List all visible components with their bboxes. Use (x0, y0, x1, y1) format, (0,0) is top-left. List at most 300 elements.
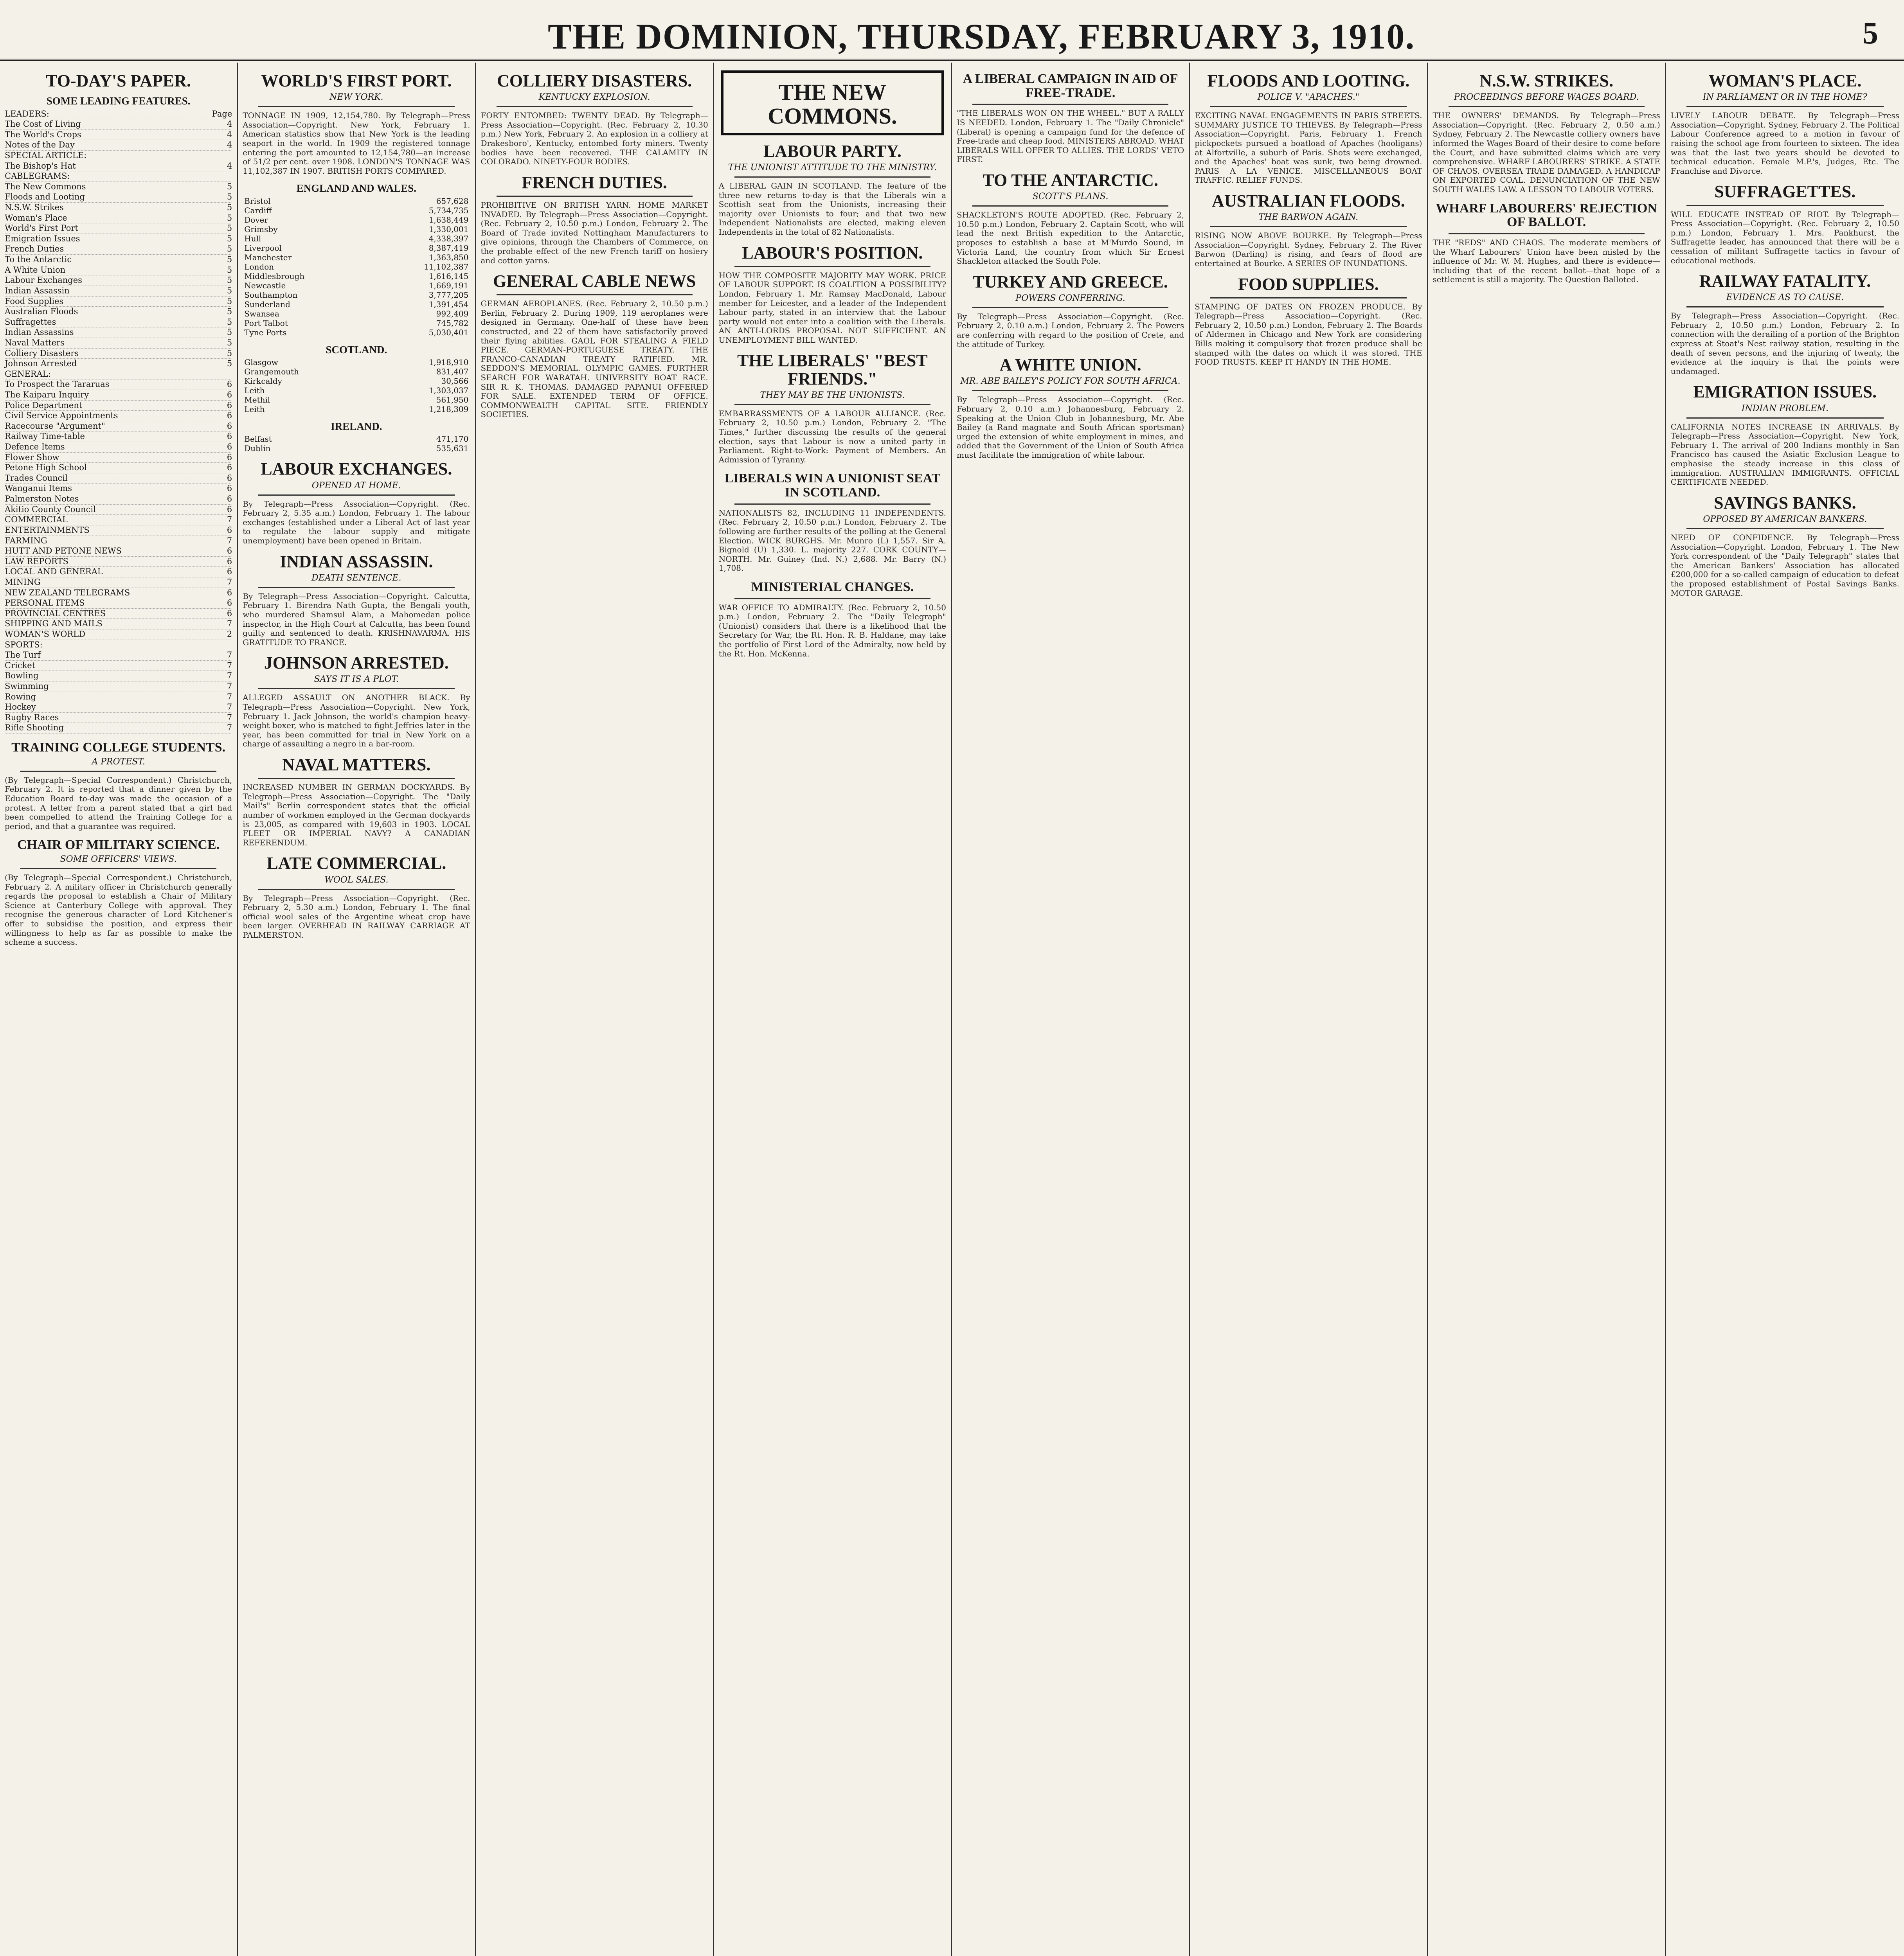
table-row (243, 262, 470, 271)
toc-label: COMMERCIAL (5, 515, 68, 525)
article-headline: LABOUR EXCHANGES. (261, 459, 452, 479)
article-body: FORTY ENTOMBED: TWENTY DEAD. By Telegraph—Press Association—Copyright. (Rec. February 2, 10.30 p.m.) New York, February 2. An explosion in a colliery at Drakesboro', Kentucky, entombed forty miners. Twenty bodies have been recovered. THE CALAMITY IN COLORADO. NINETY-FOUR BODIES. (480, 111, 708, 167)
toc-page: 7 (227, 577, 232, 587)
toc-label: HUTT AND PETONE NEWS (5, 546, 122, 556)
article-subhead: SCOTT'S PLANS. (1032, 192, 1109, 202)
toc-row (5, 182, 232, 192)
port-tons: 8,387,419 (428, 243, 469, 253)
article-body: EXCITING NAVAL ENGAGEMENTS IN PARIS STREETS. SUMMARY JUSTICE TO THIEVES. By Telegraph—Press Association—Copyright. Paris, February 1. French pickpockets pursued a boatload of Apaches (hooligans) at Alfortville, a suburb of Paris. Shots were exchanged, and the Apaches' boat was sunk, two being drowned. PARIS A LA VENICE. MISCELLANEOUS BOAT TRAFFIC. RELIEF FUNDS. (1195, 111, 1422, 185)
article (243, 460, 470, 545)
toc-row (5, 525, 232, 536)
toc-page: 6 (227, 484, 232, 493)
toc-page: 7 (227, 702, 232, 712)
toc-page: 7 (227, 671, 232, 681)
tonnage-table (243, 434, 470, 453)
toc-page: 6 (227, 411, 232, 421)
toc-page: 7 (227, 515, 232, 525)
toc-page: 5 (227, 244, 232, 254)
toc-row (5, 130, 232, 140)
table-row (243, 309, 470, 318)
article-body: PROHIBITIVE ON BRITISH YARN. HOME MARKET INVADED. By Telegraph—Press Association—Copyright. (Rec. February 2, 10.50 p.m.) London, February 2. The Board of Trade invited Nottingham Manufacturers to give opinions, through the Chambers of Commerce, on the probable effect of the new French tariff on hosiery and cotton yarns. (480, 200, 708, 265)
article (1195, 275, 1422, 367)
toc-page: 7 (227, 660, 232, 670)
port-name: Tyne Ports (244, 327, 287, 337)
article-subhead: MR. ABE BAILEY'S POLICY FOR SOUTH AFRICA. (960, 376, 1181, 387)
toc-row (5, 265, 232, 276)
toc-label: Colliery Disasters (5, 348, 79, 358)
article-body: NATIONALISTS 82, INCLUDING 11 INDEPENDENTS. (Rec. February 2, 10.50 p.m.) London, February 2. The following are further results of the polling at the General Election. WICK BURGHS. Mr. Munro (L) 1,557. Sir A. Bignold (U) 1,330. L. majority 227. CORK COUNTY—NORTH. Mr. Guiney (Ind. N.) 2,688. Mr. Barry (N.) 1,708. (718, 508, 946, 573)
toc-page: 5 (227, 213, 232, 223)
toc-row (5, 536, 232, 547)
toc-label: ENTERTAINMENTS (5, 525, 90, 535)
article-subhead: PROCEEDINGS BEFORE WAGES BOARD. (1454, 92, 1639, 102)
toc-row (5, 244, 232, 255)
divider (497, 294, 693, 295)
table-row (243, 196, 470, 206)
toc-row (5, 723, 232, 734)
table-row (243, 444, 470, 453)
port-name: Leith (244, 405, 265, 414)
toc-page: 5 (227, 275, 232, 285)
divider (1686, 205, 1884, 206)
toc-row (5, 390, 232, 401)
page-number: 5 (1863, 16, 1878, 50)
article (957, 171, 1184, 266)
article-headline: TO THE ANTARCTIC. (983, 170, 1158, 190)
toc-label: Labour Exchanges (5, 275, 82, 285)
article-headline: MINISTERIAL CHANGES. (751, 579, 914, 594)
port-name: Sunderland (244, 299, 290, 309)
toc-page: 5 (227, 182, 232, 191)
port-name: Port Talbot (244, 318, 288, 328)
toc-page: 6 (227, 567, 232, 577)
toc-row (5, 327, 232, 338)
port-name: Grimsby (244, 224, 278, 234)
toc-page: 6 (227, 463, 232, 473)
article (719, 244, 946, 345)
article-subhead: POWERS CONFERRING. (1015, 293, 1125, 303)
port-tons: 992,409 (436, 309, 469, 318)
article-headline: A WHITE UNION. (999, 355, 1141, 375)
port-name: Liverpool (244, 243, 282, 253)
toc-label: Johnson Arrested (5, 359, 77, 369)
column-8 (1666, 63, 1904, 1956)
article-subhead: DEATH SENTENCE. (311, 573, 401, 583)
toc-page: 6 (227, 598, 232, 608)
article-body: (By Telegraph—Special Correspondent.) Christchurch, February 2. It is reported that a dinner given by the Education Board to-day was made the occasion of a protest. A letter from a parent stated that a girl had been compelled to attend the Training College for a period, and that a guarantee was required. (5, 775, 232, 831)
toc-page: 6 (227, 608, 232, 618)
toc-row (5, 151, 232, 161)
article-headline: TO-DAY'S PAPER. (46, 71, 191, 90)
masthead-title: THE DOMINION, THURSDAY, FEBRUARY 3, 1910. (548, 16, 1415, 56)
port-name: Dover (244, 215, 268, 225)
article-body: TONNAGE IN 1909, 12,154,780. By Telegraph—Press Association—Copyright. New York, February 1. American statistics show that New York is the leading seaport in the world. In 1909 the registered tonnage entering the port amounted to 12,154,780—an increase of 51/2 per cent. over 1908. LONDON'S TONNAGE WAS 11,102,387 IN 1907. BRITISH PORTS COMPARED. (243, 111, 470, 176)
article-body: INCREASED NUMBER IN GERMAN DOCKYARDS. By Telegraph—Press Association—Copyright. The "Daily Mail's" Berlin correspondent states that the official number of workmen employed in the German dockyards is 23,005, as compared with 19,603 in 1903. LOCAL FLEET OR IMPERIAL NAVY? A CANADIAN REFERENDUM. (243, 782, 470, 847)
article-body: By Telegraph—Press Association—Copyright. (Rec. February 2, 5.35 a.m.) London, February 1. The labour exchanges (established under a Liberal Act of last year to regulate the labour supply and mitigate unemployment) have been opened in Britain. (243, 499, 470, 545)
port-tons: 1,638,449 (428, 215, 469, 225)
article (481, 72, 708, 167)
article (5, 741, 232, 831)
toc-page: 5 (227, 338, 232, 347)
toc-row (5, 171, 232, 182)
toc-page: 4 (227, 129, 232, 139)
port-tons: 535,631 (436, 444, 469, 453)
article-subhead: SAYS IT IS A PLOT. (314, 674, 399, 685)
divider (734, 176, 930, 178)
toc-label: SHIPPING AND MAILS (5, 619, 103, 629)
toc-label: World's First Port (5, 223, 78, 233)
divider (20, 868, 216, 869)
toc-row (5, 588, 232, 599)
port-tons: 1,303,037 (428, 386, 469, 396)
article-body: CALIFORNIA NOTES INCREASE IN ARRIVALS. By Telegraph—Press Association—Copyright. New York, February 1. The arrival of 200 Indians monthly in San Francisco has caused the Asiatic Exclusion League to emphasise the steady increase in this class of immigration. AUSTRALIAN IMMIGRANTS. OFFICIAL CERTIFICATE NEEDED. (1670, 422, 1899, 487)
article (957, 72, 1184, 164)
article-body: By Telegraph—Press Association—Copyright. (Rec. February 2, 10.50 p.m.) London, February 2. In connection with the derailing of a portion of the Brighton express at Stoat's Nest railway station, resulting in the death of seven persons, and the injuring of twenty, the evidence at the inquiry is that the points were undamaged. (1670, 311, 1899, 376)
table-row (243, 405, 470, 414)
toc-row (5, 286, 232, 297)
article-subhead: THE BARWON AGAIN. (1258, 212, 1359, 223)
toc-row (5, 494, 232, 505)
article-body: WILL EDUCATE INSTEAD OF RIOT. By Telegraph—Press Association—Copyright. (Rec. February 2, 10.50 p.m.) London, February 1. Mrs. Pankhurst, the Suffragette leader, has announced that there will be a cessation of militant Suffragette tactics in favour of educational methods. (1670, 209, 1899, 265)
port-name: Bristol (244, 196, 271, 206)
tonnage-table (243, 196, 470, 337)
toc-row (5, 640, 232, 651)
column-1 (0, 63, 238, 1956)
toc-label: To the Antarctic (5, 255, 72, 264)
article-body: THE "REDS" AND CHAOS. The moderate members of the Wharf Labourers' Union have been misled by the influence of Mr. W. M. Hughes, and there is evidence—including that of the recent ballot—that hope of a settlement is still a majority. The Question Balloted. (1432, 237, 1660, 284)
port-name: Glasgow (244, 358, 278, 367)
article-subhead: OPENED AT HOME. (311, 480, 401, 491)
toc-page: 5 (227, 203, 232, 212)
table-row (243, 253, 470, 262)
toc-row (5, 317, 232, 328)
toc-label: Hockey (5, 702, 36, 712)
article-headline: N.S.W. STRIKES. (1479, 71, 1614, 90)
toc-label: A White Union (5, 265, 66, 275)
article-headline: AUSTRALIAN FLOODS. (1211, 191, 1405, 210)
article-subhead: THE UNIONIST ATTITUDE TO THE MINISTRY. (728, 162, 937, 173)
article-subhead: SOME OFFICERS' VIEWS. (60, 854, 177, 865)
toc-label: Trades Council (5, 473, 68, 483)
table-row (243, 225, 470, 234)
toc-row (5, 369, 232, 380)
toc-row (5, 255, 232, 265)
toc-page: 6 (227, 442, 232, 452)
article-headline: IRELAND. (331, 421, 382, 433)
article-headline: WOMAN'S PLACE. (1708, 71, 1862, 90)
article (1671, 183, 1899, 265)
toc-row (5, 661, 232, 671)
toc-page: 7 (227, 692, 232, 701)
port-name: Middlesbrough (244, 271, 305, 281)
article (243, 654, 470, 749)
port-name: Grangemouth (244, 367, 299, 377)
article-headline: TURKEY AND GREECE. (973, 272, 1168, 291)
article (1671, 272, 1899, 376)
article (481, 272, 708, 419)
toc-row (5, 213, 232, 224)
toc-label: CABLEGRAMS: (5, 171, 70, 181)
toc-label: SPORTS: (5, 640, 43, 649)
toc-label: Cricket (5, 660, 36, 670)
toc-title: SOME LEADING FEATURES. (46, 95, 191, 107)
article (243, 344, 470, 414)
column-5 (952, 63, 1190, 1956)
port-tons: 1,330,001 (428, 224, 469, 234)
article-body: RISING NOW ABOVE BOURKE. By Telegraph—Press Association—Copyright. Sydney, February 2. The River Barwon (Darling) is rising, and fears of flood are entertained at Bourke. A SERIES OF INUNDATIONS. (1195, 231, 1422, 268)
article-body: SHACKLETON'S ROUTE ADOPTED. (Rec. February 2, 10.50 p.m.) London, February 2. Captain Scott, who will lead the next British expedition to the Antarctic, proposes to establish a base at M'Murdo Sound, in Victoria Land, the country from which Sir Ernest Shackleton attacked the South Pole. (957, 210, 1184, 266)
article-headline: FOOD SUPPLIES. (1238, 274, 1379, 294)
article (243, 72, 470, 176)
toc-label: French Duties (5, 244, 64, 254)
table-row (243, 367, 470, 376)
toc-row (5, 411, 232, 421)
divider (1686, 106, 1884, 107)
divider (972, 390, 1168, 391)
article (243, 421, 470, 453)
toc-page: 7 (227, 681, 232, 691)
toc-label: Naval Matters (5, 338, 65, 347)
toc-page: 7 (227, 723, 232, 733)
toc-page: 6 (227, 379, 232, 389)
toc-page: 7 (227, 536, 232, 545)
port-tons: 1,218,309 (428, 405, 469, 414)
toc-label: Indian Assassin (5, 286, 70, 295)
table-row (243, 243, 470, 253)
article-headline: ENGLAND AND WALES. (296, 182, 417, 194)
article-subhead: IN PARLIAMENT OR IN THE HOME? (1702, 92, 1867, 102)
article-body: By Telegraph—Press Association—Copyright. Calcutta, February 1. Birendra Nath Gupta, the Bengali youth, who murdered Shamsul Alam, a Mahomedan police inspector, in the High Court at Calcutta, has been found guilty and sentenced to death. KRISHNAVARMA. HIS GRATITUDE TO FRANCE. (243, 591, 470, 647)
port-name: London (244, 262, 274, 271)
article (719, 70, 946, 135)
column-3 (476, 63, 714, 1956)
toc-row (5, 338, 232, 349)
article-headline: EMIGRATION ISSUES. (1693, 382, 1877, 402)
article-headline: WHARF LABOURERS' REJECTION OF BALLOT. (1436, 201, 1657, 230)
article (1433, 72, 1660, 194)
toc-label: Rowing (5, 692, 36, 701)
article-headline: LATE COMMERCIAL. (266, 854, 446, 873)
article-subhead: A PROTEST. (92, 757, 145, 767)
table-row (243, 386, 470, 395)
toc-label: Rifle Shooting (5, 723, 64, 733)
toc-page: Page (212, 109, 232, 119)
column-7 (1428, 63, 1666, 1956)
port-tons: 11,102,387 (423, 262, 469, 271)
port-tons: 471,170 (436, 434, 469, 444)
port-tons: 831,407 (436, 367, 469, 377)
toc-row (5, 484, 232, 494)
toc-label: Defence Items (5, 442, 65, 452)
article-subhead: WOOL SALES. (324, 875, 389, 885)
article-body: LIVELY LABOUR DEBATE. By Telegraph—Press Association—Copyright. Sydney, February 2. The Political Labour Conference agreed to a motion in favour of raising the school age from fourteen to sixteen. The idea was that the last two years should be devoted to technical education. Female M.P.'s, Judges, Etc. The Franchise and Divorce. (1670, 111, 1899, 176)
column-4 (714, 63, 952, 1956)
toc-label: Notes of the Day (5, 140, 75, 150)
article-headline: JOHNSON ARRESTED. (264, 653, 449, 673)
toc-label: The World's Crops (5, 129, 81, 139)
article-headline: WORLD'S FIRST PORT. (261, 71, 452, 90)
port-tons: 4,338,397 (428, 234, 469, 243)
divider (497, 196, 693, 197)
toc-page: 6 (227, 546, 232, 556)
article (1433, 201, 1660, 284)
toc-row (5, 577, 232, 588)
table-row (243, 318, 470, 328)
toc-page: 5 (227, 359, 232, 369)
toc-row (5, 297, 232, 307)
divider (258, 688, 454, 689)
toc-label: FARMING (5, 536, 47, 545)
toc-label: LEADERS: (5, 109, 49, 119)
toc-page: 5 (227, 265, 232, 275)
article (719, 580, 946, 658)
toc-label: Palmerston Notes (5, 494, 79, 504)
toc-page: 6 (227, 504, 232, 514)
article-body: WAR OFFICE TO ADMIRALTY. (Rec. February 2, 10.50 p.m.) London, February 2. The "Daily Telegraph" (Unionist) considers that there is a likelihood that the Secretary for War, the Rt. Hon. R. B. Haldane, may take the portfolio of First Lord of the Admiralty, now held by the Rt. Hon. McKenna. (718, 602, 946, 658)
toc-label: To Prospect the Tararuas (5, 379, 110, 389)
toc-label: LOCAL AND GENERAL (5, 567, 103, 577)
toc-row (5, 192, 232, 203)
toc-page: 6 (227, 588, 232, 597)
toc-row (5, 692, 232, 703)
article (481, 174, 708, 265)
article-headline: RAILWAY FATALITY. (1699, 271, 1871, 291)
article-headline: FLOODS AND LOOTING. (1207, 71, 1410, 90)
port-name: Methil (244, 395, 270, 405)
port-name: Southampton (244, 290, 298, 300)
toc-page: 6 (227, 390, 232, 399)
table-row (243, 234, 470, 243)
article (719, 142, 946, 237)
toc-page: 6 (227, 452, 232, 462)
article (1195, 192, 1422, 268)
toc-row (5, 546, 232, 557)
article-subhead: POLICE V. "APACHES." (1257, 92, 1359, 102)
divider (1686, 306, 1884, 307)
masthead (0, 0, 1904, 61)
divider (1686, 528, 1884, 529)
toc-row (5, 567, 232, 577)
divider (1686, 417, 1884, 419)
toc-row (5, 713, 232, 723)
toc-label: Wanganui Items (5, 484, 72, 493)
toc-row (5, 609, 232, 619)
table-row (243, 358, 470, 367)
divider (972, 104, 1168, 105)
port-tons: 5,734,735 (428, 205, 469, 215)
article-headline: A LIBERAL CAMPAIGN IN AID OF FREE-TRADE. (963, 72, 1178, 100)
divider (734, 503, 930, 505)
divider (1449, 233, 1645, 234)
article (243, 553, 470, 647)
toc-row (5, 619, 232, 629)
toc-label: Flower Show (5, 452, 59, 462)
divider (20, 771, 216, 772)
toc-page: 6 (227, 400, 232, 410)
article-subhead: OPPOSED BY AMERICAN BANKERS. (1703, 514, 1867, 524)
toc-page: 6 (227, 473, 232, 483)
article-headline: COLLIERY DISASTERS. (497, 71, 692, 90)
divider (258, 778, 454, 779)
article-headline: SUFFRAGETTES. (1714, 182, 1856, 201)
toc-row (5, 681, 232, 692)
column-2 (238, 63, 476, 1956)
table-row (243, 215, 470, 225)
toc-label: The New Commons (5, 182, 86, 191)
toc-label: Woman's Place (5, 213, 67, 223)
article (957, 273, 1184, 349)
toc-page: 5 (227, 286, 232, 295)
toc-row (5, 223, 232, 234)
article (1671, 72, 1899, 176)
article-headline: LIBERALS WIN A UNIONIST SEAT IN SCOTLAND. (724, 471, 941, 500)
toc-label: PROVINCIAL CENTRES (5, 608, 106, 618)
article-headline: SCOTLAND. (326, 343, 387, 356)
toc-row (5, 431, 232, 442)
toc-label: Akitio County Council (5, 504, 96, 514)
divider (258, 106, 454, 107)
toc-label: LAW REPORTS (5, 556, 68, 566)
toc-row (5, 140, 232, 151)
toc-row (5, 442, 232, 453)
article-body: GERMAN AEROPLANES. (Rec. February 2, 10.50 p.m.) Berlin, February 2. During 1909, 119 aeroplanes were designed in Germany. One-half of these have been constructed, and 22 of them have satisfactorily proved their flying abilities. GAOL FOR STEALING A FIELD PIECE. GERMAN-PORTUGUESE TREATY. THE FRANCO-CANADIAN TREATY RATIFIED. MR. SEDDON'S MEMORIAL. OLYMPIC GAMES. FURTHER SEARCH FOR WARATAH. UNIVERSITY BOAT RACE. SIR R. K. THOMAS. DAMAGED PAPANUI OFFERED FOR SALE. EXTENDED TERM OF OFFICE. COMMONWEALTH CAPITAL SITE. FRIENDLY SOCIETIES. (480, 299, 708, 419)
toc-page: 6 (227, 494, 232, 504)
toc-row (5, 650, 232, 661)
article-body: HOW THE COMPOSITE MAJORITY MAY WORK. PRICE OF LABOUR SUPPORT. IS COALITION A POSSIBILITY? London, February 1. Mr. Ramsay MacDonald, Labour member for Leicester, and a leader of the Independent Labour party, stated in an interview that the Labour party would not enter into a coalition with the Liberals. AN ANTI-LORDS PROPOSAL NOT SUFFICIENT. AN UNEMPLOYMENT BILL WANTED. (718, 270, 946, 345)
article (719, 352, 946, 464)
article-headline: CHAIR OF MILITARY SCIENCE. (17, 838, 220, 852)
toc-label: Rugby Races (5, 712, 59, 722)
toc-row (5, 359, 232, 369)
port-tons: 561,950 (436, 395, 469, 405)
table-row (243, 434, 470, 444)
article-body: By Telegraph—Press Association—Copyright. (Rec. February 2, 0.10 a.m.) Johannesburg, February 2. Speaking at the Union Club in Johannesburg, Mr. Abe Bailey (a Rand magnate and South African sportsman) urged the extension of white employment in mines, and added that the Government of the Union of South Africa must facilitate the immigration of white labour. (957, 395, 1184, 460)
article-body: "THE LIBERALS WON ON THE WHEEL." BUT A RALLY IS NEEDED. London, February 1. The "Daily Chronicle" (Liberal) is opening a campaign fund for the defence of Free-trade and cheap food. MINISTERS ABROAD. WHAT LIBERALS WILL OFFER TO ALLIES. THE LORDS' VETO FIRST. (957, 108, 1184, 164)
article (243, 183, 470, 337)
port-name: Cardiff (244, 205, 272, 215)
article-headline: NAVAL MATTERS. (282, 755, 431, 775)
toc-label: Food Supplies (5, 296, 64, 306)
divider (258, 494, 454, 496)
divider (972, 307, 1168, 308)
port-tons: 1,391,454 (428, 299, 469, 309)
toc-page: 4 (227, 140, 232, 150)
toc-row (5, 109, 232, 120)
port-name: Kirkcaldy (244, 376, 282, 386)
port-name: Manchester (244, 252, 292, 262)
toc-row (5, 349, 232, 359)
table-row (243, 300, 470, 309)
toc-row (5, 629, 232, 640)
article (5, 838, 232, 947)
toc-page: 5 (227, 234, 232, 243)
toc-label: GENERAL: (5, 369, 51, 379)
article (1195, 72, 1422, 185)
toc-page: 7 (227, 619, 232, 629)
toc-page: 5 (227, 255, 232, 264)
toc-page: 6 (227, 556, 232, 566)
toc-page: 4 (227, 161, 232, 171)
divider (497, 106, 693, 107)
divider (972, 205, 1168, 207)
article-body: By Telegraph—Press Association—Copyright. (Rec. February 2, 5.30 a.m.) London, February 1. The final official wool sales of the Argentine wheat crop have been larger. OVERHEAD IN RAILWAY CARRIAGE AT PALMERSTON. (243, 893, 470, 940)
headline-box (721, 70, 944, 135)
toc-row (5, 473, 232, 484)
port-tons: 1,918,910 (428, 358, 469, 367)
article (243, 756, 470, 847)
divider (1449, 106, 1645, 107)
toc-row (5, 505, 232, 515)
